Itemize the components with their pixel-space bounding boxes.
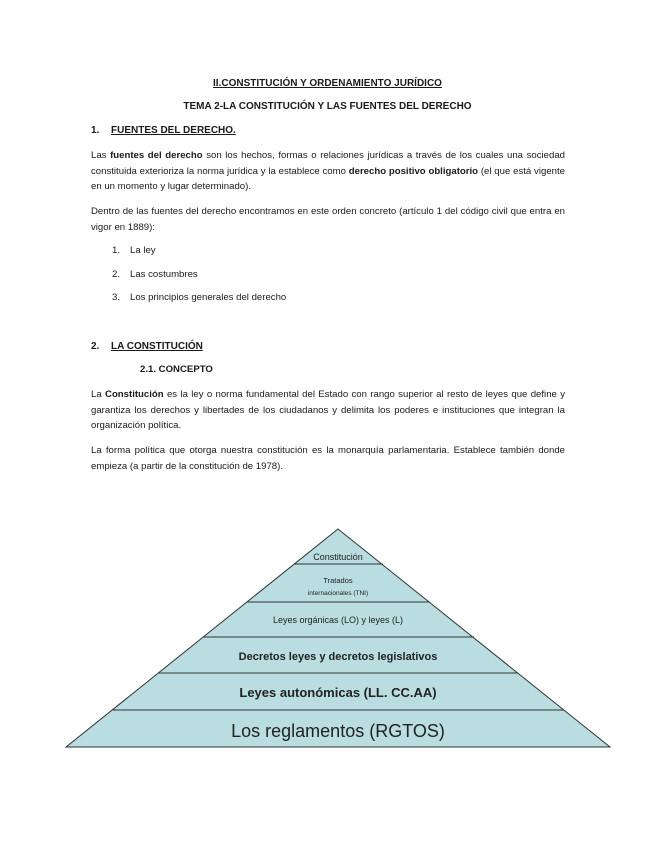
pyramid-level-4-label: Decretos leyes y decretos legislativos	[238, 651, 438, 663]
text-run: es la ley o norma fundamental del Estado con rango superior al resto de leyes que define y garantiza los derechos y libertades de los ciudadanos y delimita los poderes e instituciones que integran la organización política.	[91, 389, 565, 431]
pyramid-level-1-label: Constitución	[313, 552, 363, 562]
pyramid-level-2-label: Tratados	[323, 576, 353, 585]
bold-term-constitucion: Constitución	[105, 389, 164, 400]
document-title: II.CONSTITUCIÓN Y ORDENAMIENTO JURÍDICO	[213, 78, 442, 89]
document-subtitle: TEMA 2-LA CONSTITUCIÓN Y LAS FUENTES DEL DERECHO	[183, 101, 472, 112]
pyramid-level-2-sublabel: internacionales (TNI)	[307, 590, 369, 597]
pyramid-level-3-label: Leyes orgánicas (LO) y leyes (L)	[272, 615, 404, 625]
list-text: La ley	[130, 245, 156, 256]
list-text: Las costumbres	[130, 269, 198, 280]
bold-term-fuentes: fuentes del derecho	[110, 150, 203, 161]
list-number: 2.	[112, 269, 121, 280]
bold-term-derecho-positivo: derecho positivo obligatorio	[348, 165, 479, 177]
section-1-title: FUENTES DEL DERECHO.	[111, 125, 236, 136]
section-2-number: 2.	[91, 341, 100, 352]
text-run: Las	[91, 150, 111, 161]
pyramid-level-5-label: Leyes autonómicas (LL. CC.AA)	[239, 685, 437, 700]
list-number: 3.	[112, 292, 121, 303]
text-run: La	[91, 389, 106, 400]
section-2-title: LA CONSTITUCIÓN	[111, 341, 203, 352]
text-run: (el que está vigente en un momento y lugar determinado).	[91, 165, 565, 192]
section-2-paragraph-2: La forma política que otorga nuestra constitución es la monarquía parlamentaria. Establece también donde empieza (a partir de la constitución de 1978).	[91, 445, 565, 472]
text-run: son los hechos, formas o relaciones jurídicas a través de los cuales una sociedad constituida exterioriza la norma jurídica y la establece como	[91, 150, 566, 177]
pyramid-level-6-label: Los reglamentos (RGTOS)	[231, 721, 445, 741]
section-1-paragraph-2: Dentro de las fuentes del derecho encontramos en este orden concreto (artículo 1 del código civil que entra en vigor en 1889):	[91, 206, 565, 233]
section-1-number: 1.	[91, 125, 100, 136]
list-text: Los principios generales del derecho	[130, 292, 287, 303]
section-2-1-heading: 2.1. CONCEPTO	[140, 364, 213, 375]
list-number: 1.	[112, 245, 121, 256]
